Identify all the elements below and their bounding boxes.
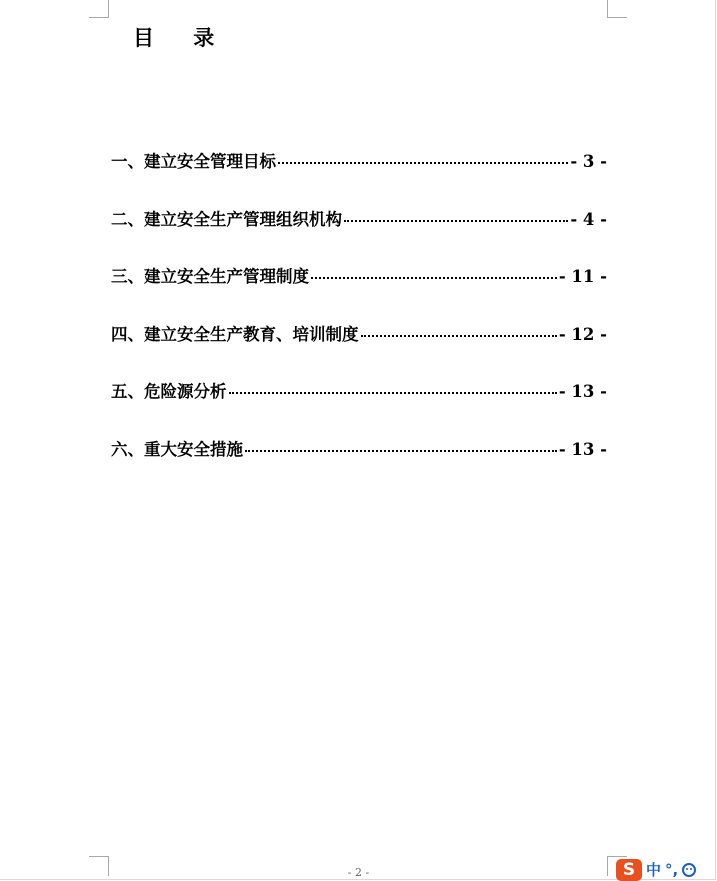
toc-entry-text: 五、危险源分析 <box>111 382 227 401</box>
page-number-footer: - 2 - <box>347 866 370 879</box>
toc-dot-leader <box>344 220 568 222</box>
toc-entry[interactable] <box>111 436 607 494</box>
toc-entry-text: 二、建立安全生产管理组织机构 <box>111 209 342 229</box>
toc-entry-text: 六、重大安全措施 <box>111 439 243 459</box>
toc-page-number: - 13 - <box>558 382 607 401</box>
toc-title: 目 录 <box>133 25 231 50</box>
toc-entry[interactable] <box>111 378 607 436</box>
ime-punctuation-toggle[interactable]: °, <box>665 860 679 879</box>
toc-entry[interactable] <box>111 148 607 206</box>
crop-mark-top-right <box>607 0 627 18</box>
smiley-icon[interactable] <box>682 863 696 877</box>
toc-entry-text: 四、建立安全生产教育、培训制度 <box>111 324 359 344</box>
toc-dot-leader <box>278 162 568 164</box>
toc-entry-text: 一、建立安全管理目标 <box>111 152 276 171</box>
ime-toolbar[interactable] <box>616 858 696 881</box>
toc-dot-leader <box>361 335 557 337</box>
sogou-logo-icon[interactable]: S <box>616 859 642 881</box>
ime-language-toggle[interactable]: 中 <box>646 861 662 879</box>
toc-entry[interactable] <box>111 321 607 379</box>
toc-dot-leader <box>311 277 557 279</box>
toc-page-number: - 4 - <box>570 209 607 229</box>
toc-entry-text: 三、建立安全生产管理制度 <box>111 267 309 286</box>
toc-dot-leader <box>245 450 557 452</box>
toc-page-number: - 3 - <box>570 152 607 171</box>
crop-mark-top-left <box>89 0 109 18</box>
toc-page-number: - 12 - <box>558 324 607 344</box>
table-of-contents <box>111 148 607 493</box>
toc-entry[interactable] <box>111 263 607 321</box>
toc-page-number: - 11 - <box>558 267 607 286</box>
toc-entry[interactable] <box>111 206 607 264</box>
toc-dot-leader <box>229 392 557 394</box>
toc-page-number: - 13 - <box>558 439 607 459</box>
